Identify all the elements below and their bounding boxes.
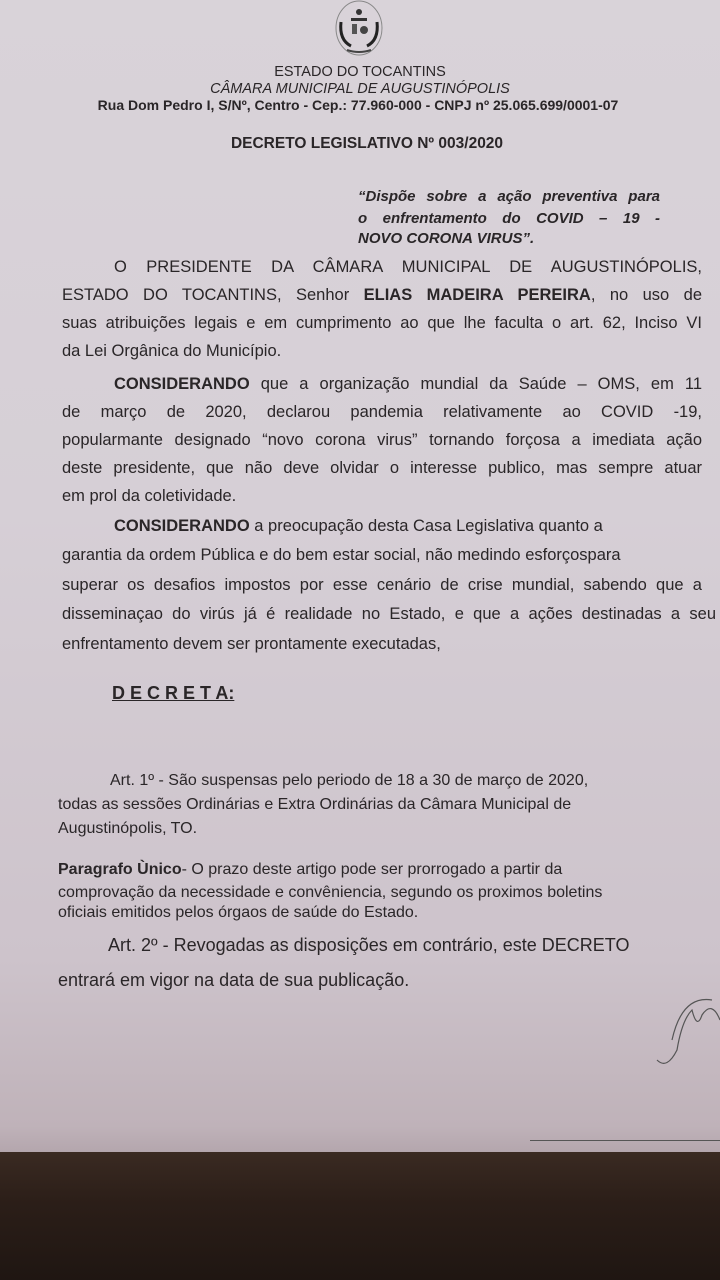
signature-line: [530, 1140, 720, 1141]
text-line: [62, 285, 702, 305]
keyword: CONSIDERANDO: [114, 517, 250, 535]
text: a preocupação desta Casa Legislativa quanto a: [249, 517, 603, 535]
text-line: todas as sessões Ordinárias e Extra Ordinárias da Câmara Municipal de: [58, 796, 572, 813]
ementa-line: NOVO CORONA VIRUS”.: [358, 230, 535, 247]
text-line: de março de 2020, declarou pandemia relativamente ao COVID -19,: [62, 403, 702, 421]
text-line: Art. 2º - Revogadas as disposições em contrário, este DECRETO: [108, 935, 630, 955]
table-surface: [0, 1152, 720, 1280]
decree-title: DECRETO LEGISLATIVO Nº 003/2020: [230, 135, 504, 152]
text-line: Art. 1º - São suspensas pelo periodo de 18 a 30 de março de 2020,: [110, 772, 589, 789]
text-line: deste presidente, que não deve olvidar o interesse publico, mas sempre atuar: [62, 459, 702, 477]
header-chamber: CÂMARA MUNICIPAL DE AUGUSTINÓPOLIS: [210, 81, 510, 97]
text: , no uso de: [590, 286, 702, 304]
president-name: ELIAS MADEIRA PEREIRA: [363, 286, 591, 304]
text-line: oficiais emitidos pelos órgaos de saúde do Estado.: [58, 904, 419, 921]
text-line: superar os desafios impostos por esse cenário de crise mundial, sabendo que a: [62, 576, 702, 594]
text: ESTADO DO TOCANTINS, Senhor: [62, 286, 364, 304]
text-line: [58, 860, 562, 880]
text-line: em prol da coletividade.: [62, 487, 237, 505]
text-line: da Lei Orgânica do Município.: [62, 342, 282, 360]
header-address: Rua Dom Pedro I, S/Nº, Centro - Cep.: 77.960-000 - CNPJ nº 25.065.699/0001-07: [97, 97, 619, 113]
keyword: CONSIDERANDO: [114, 375, 250, 393]
text-line: garantia da ordem Pública e do bem estar social, não medindo esforçospara: [62, 546, 621, 564]
text-line: [114, 516, 603, 536]
handwritten-signature: [652, 990, 720, 1080]
text: que a organização mundial da Saúde – OMS, em 11: [249, 375, 702, 393]
text-line: entrará em vigor na data de sua publicação.: [58, 970, 410, 990]
coat-of-arms-seal: [333, 0, 385, 58]
text-line: suas atribuições legais e em cumprimento ao que lhe faculta o art. 62, Inciso VI: [62, 314, 702, 332]
text: - O prazo deste artigo pode ser prorrogado a partir da: [181, 861, 563, 878]
text-line: comprovação da necessidade e convêniencia, segundo os proximos boletins: [58, 884, 603, 901]
header-state: ESTADO DO TOCANTINS: [274, 64, 446, 80]
decreta-heading: D E C R E T A:: [112, 683, 235, 703]
text-line: disseminaçao do virús já é realidade no Estado, e que a ações destinadas a seu: [62, 605, 716, 623]
ementa-line: “Dispõe sobre a ação preventiva para: [358, 188, 660, 205]
keyword: Paragrafo Ùnico: [58, 861, 182, 878]
text-line: Augustinópolis, TO.: [58, 820, 198, 837]
text-line: popularmante designado “novo corona virus” tornando forçosa a imediata ação: [62, 431, 702, 449]
text-line: [114, 374, 702, 394]
text-line: O PRESIDENTE DA CÂMARA MUNICIPAL DE AUGUSTINÓPOLIS,: [114, 258, 702, 276]
ementa-line: o enfrentamento do COVID – 19 -: [358, 210, 660, 227]
text-line: enfrentamento devem ser prontamente executadas,: [62, 635, 441, 653]
